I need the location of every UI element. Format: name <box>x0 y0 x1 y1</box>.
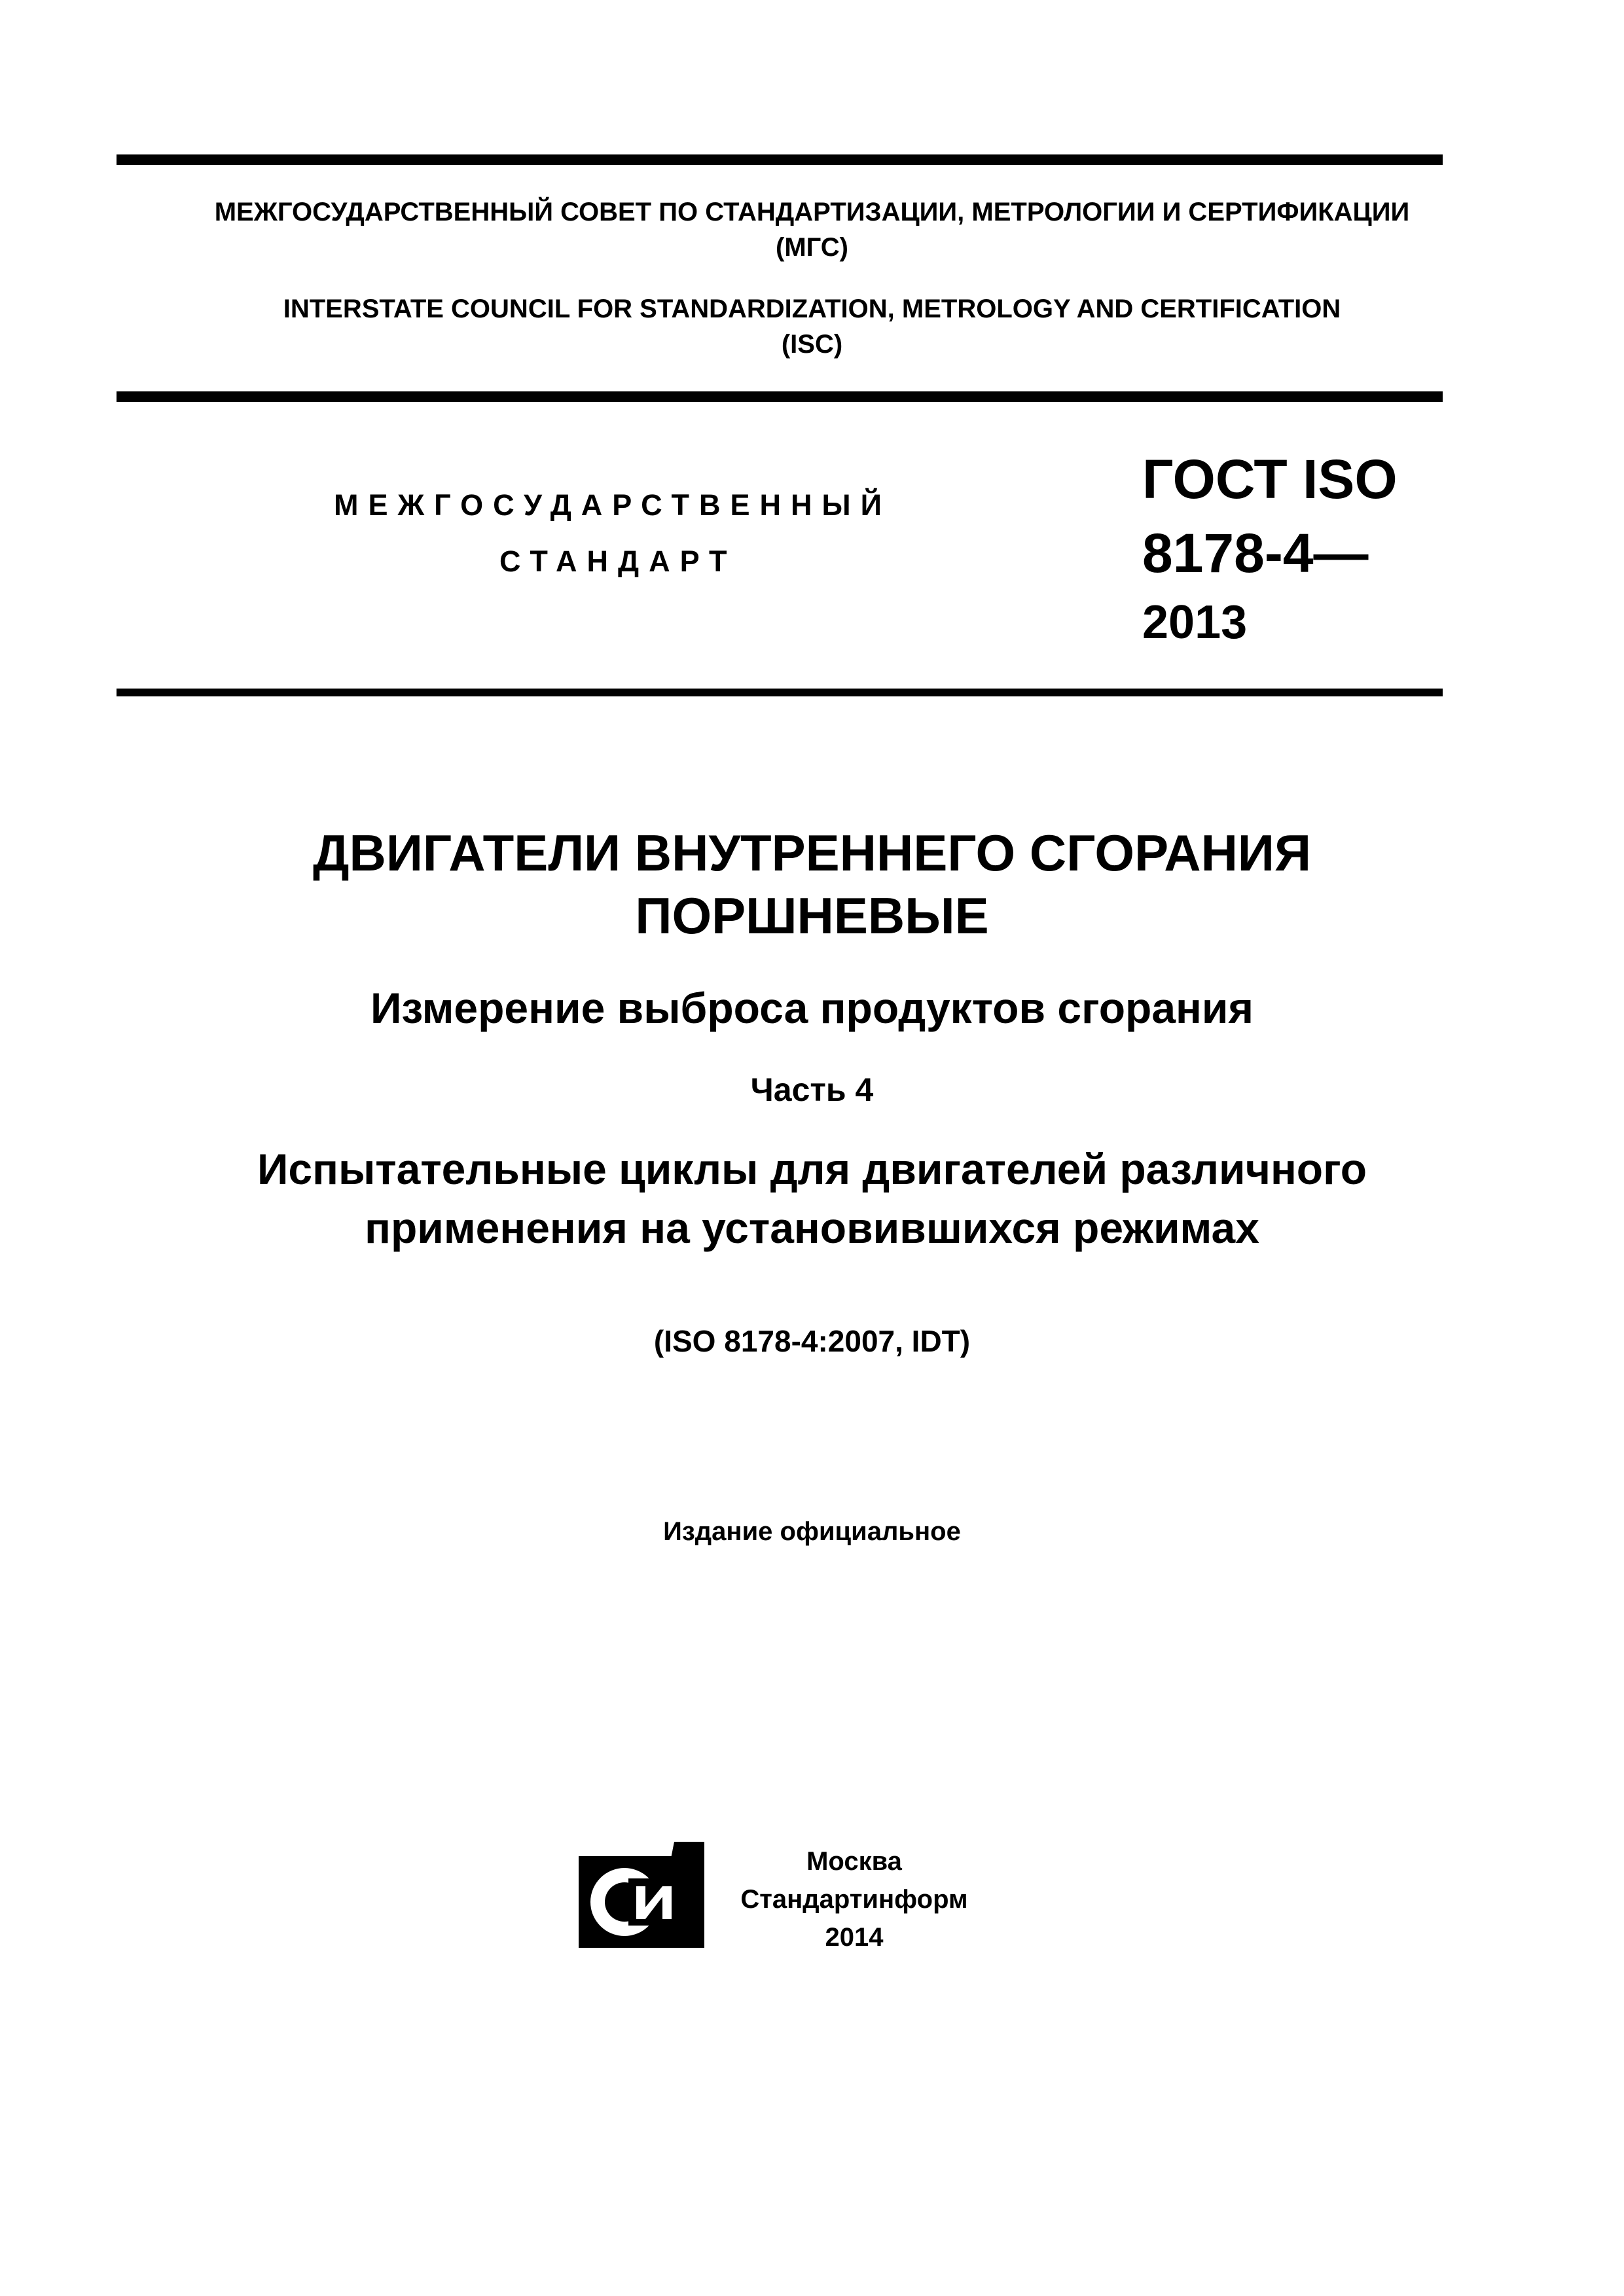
document-subtitle: Измерение выброса продуктов сгорания <box>370 984 1254 1032</box>
imprint-publisher: Стандартинформ <box>740 1885 968 1914</box>
designation-line1: ГОСТ ISO <box>1142 448 1398 510</box>
part-number: Часть 4 <box>750 1071 874 1108</box>
part-title-line1: Испытательные циклы для двигателей различного <box>257 1145 1367 1193</box>
standartinform-logo-icon <box>576 1839 707 1950</box>
designation-rule <box>117 689 1443 696</box>
document-title-line2: ПОРШНЕВЫЕ <box>635 887 989 944</box>
part-title-line2: применения на установившихся режимах <box>365 1204 1259 1252</box>
document-title-line1: ДВИГАТЕЛИ ВНУТРЕННЕГО СГОРАНИЯ <box>312 824 1312 882</box>
council-name-en: INTERSTATE COUNCIL FOR STANDARDIZATION, METROLOGY AND CERTIFICATION <box>283 295 1341 323</box>
designation-line2: 8178-4— <box>1142 522 1369 584</box>
council-name-ru: МЕЖГОСУДАРСТВЕННЫЙ СОВЕТ ПО СТАНДАРТИЗАЦИИ, МЕТРОЛОГИИ И СЕРТИФИКАЦИИ <box>214 198 1410 226</box>
imprint-city: Москва <box>806 1847 902 1876</box>
header-rule <box>117 391 1443 402</box>
designation-line3: 2013 <box>1142 596 1248 649</box>
standard-label-line1: МЕЖГОСУДАРСТВЕННЫЙ <box>334 488 892 522</box>
edition-note: Издание официальное <box>663 1517 961 1546</box>
iso-reference: (ISO 8178-4:2007, IDT) <box>653 1324 971 1358</box>
imprint-year: 2014 <box>825 1923 884 1952</box>
council-abbr-en: (ISC) <box>781 330 843 359</box>
standard-label-line2: СТАНДАРТ <box>499 545 737 578</box>
top-rule <box>117 154 1443 165</box>
council-abbr-ru: (МГС) <box>776 233 848 262</box>
